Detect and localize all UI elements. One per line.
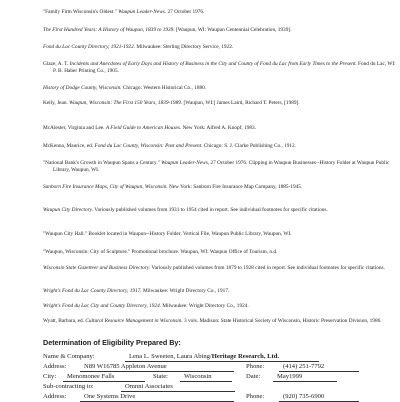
subcontract-label: Sub-contracting to:: [43, 383, 94, 390]
bibliography-entry: The First Hundred Years: A History of Waupun, 1839 to 1939. [Waupun, WI: Waupun Centennial Celebration, 1939].: [43, 27, 292, 33]
city-label: City:: [43, 373, 57, 380]
bibliography-entry: Waupun City Directory. Variously published volumes from 1931 to 1954 cited in report. See individual footnotes for specific citations.: [43, 207, 328, 213]
address2-field: One Systems Drive: [80, 393, 234, 402]
address-label: Address:: [43, 363, 67, 370]
bibliography-entry: Kelly, Jean. Waupun, Wisconsin: The First 150 Years, 1839-1989. [Waupun, WI:] James Laird, Richard T. Peters, [1989].: [43, 100, 300, 106]
bibliography-entry: Wright's Fond du Lac County Directory, 1917. Milwaukee: Wright Directory Co., 1917.: [43, 288, 230, 294]
name-company-field: Lena L. Sweeten, Laura Abing/Heritage Research, Ltd.: [125, 353, 319, 362]
bibliography-entry: "Family Firm Wisconsin's Oldest." Waupun Leader-News. 27 October 1976.: [43, 9, 205, 15]
bibliography-entry: "Waupun, Wisconsin: City of Sculpture." Promotional brochure. Waupun, WI: Waupun Office of Tourism, n.d.: [43, 249, 278, 255]
section-heading: Determination of Eligibility Prepared By:: [43, 338, 181, 347]
bibliography-entry: "Waupun City Hall." Booklet located in Waupun--History Folder, Vertical File, Waupun Public Library, Waupun, WI.: [43, 231, 292, 237]
bibliography-entry: McAlester, Virginia and Lee. A Field Guide to American Houses. New York: Alfred A. Knopf, 1983.: [43, 125, 256, 131]
phone2-field: (920) 735-6900: [279, 393, 359, 402]
phone2-label: Phone:: [246, 393, 265, 400]
date-field: May1999: [273, 373, 337, 382]
city-field: Menomonee Falls: [63, 373, 145, 382]
bibliography-entry: Sanborn Fire Insurance Maps, City of Waupun, Wisconsin. New York: Sanborn Fire Insurance Map Company, 1885-1945.: [43, 184, 303, 190]
subcontract-field: Omnni Associates: [121, 383, 235, 392]
address2-label: Address:: [43, 393, 67, 400]
state-label: State:: [153, 373, 169, 380]
bibliography-entry: Glaze, A. T. Incidents and Anecdotes of Early Days and History of Business in the City and County of Fond du Lac from Early Times to the Present. Fond du Lac, WI: P. B. Haber Printing Co., 1905.: [43, 61, 396, 74]
phone-label: Phone:: [246, 363, 265, 370]
bibliography-entry: McKenna, Maurice, ed. Fond du Lac County, Wisconsin: Past and Present. Chicago: S. J. Clarke Publishing Co., 1912.: [43, 143, 297, 149]
phone-field: (414) 251-7792: [279, 363, 359, 372]
bibliography-entry: Wisconsin State Gazetteer and Business Directory. Variously published volumes from 1879 to 1928 cited in report. See individual footnotes for specific citations.: [43, 265, 385, 271]
bibliography-entry: Fond du Lac County Directory, 1921-1922. Milwaukee: Sterling Directory Service, 1922.: [43, 44, 234, 50]
state-field: Wisconsin: [180, 373, 232, 382]
bibliography-entry: Wyatt, Barbara, ed. Cultural Resource Management in Wisconsin. 3 vols. Madison: State Historical Society of Wisconsin, Historic Preservation Division, 1986.: [43, 318, 382, 324]
name-company-label: Name & Company:: [43, 353, 95, 360]
bibliography-entry: "National Bank's Growth in Waupun Spans a Century." Waupun Leader-News, 27 October 1976. Clipping in Waupun Businesses--History Folder at Waupun Public Library, Waupun, WI.: [43, 160, 390, 173]
date-label: Date:: [246, 373, 261, 380]
bibliography-entry: Wright's Fond du Lac City and County Directory, 1924. Milwaukee: Wright Directory Co., 1924.: [43, 303, 249, 309]
bibliography-entry: History of Dodge County, Wisconsin. Chicago: Western Historical Co., 1880.: [43, 85, 207, 91]
address-field: N89 W16785 Appleton Avenue: [80, 363, 234, 372]
